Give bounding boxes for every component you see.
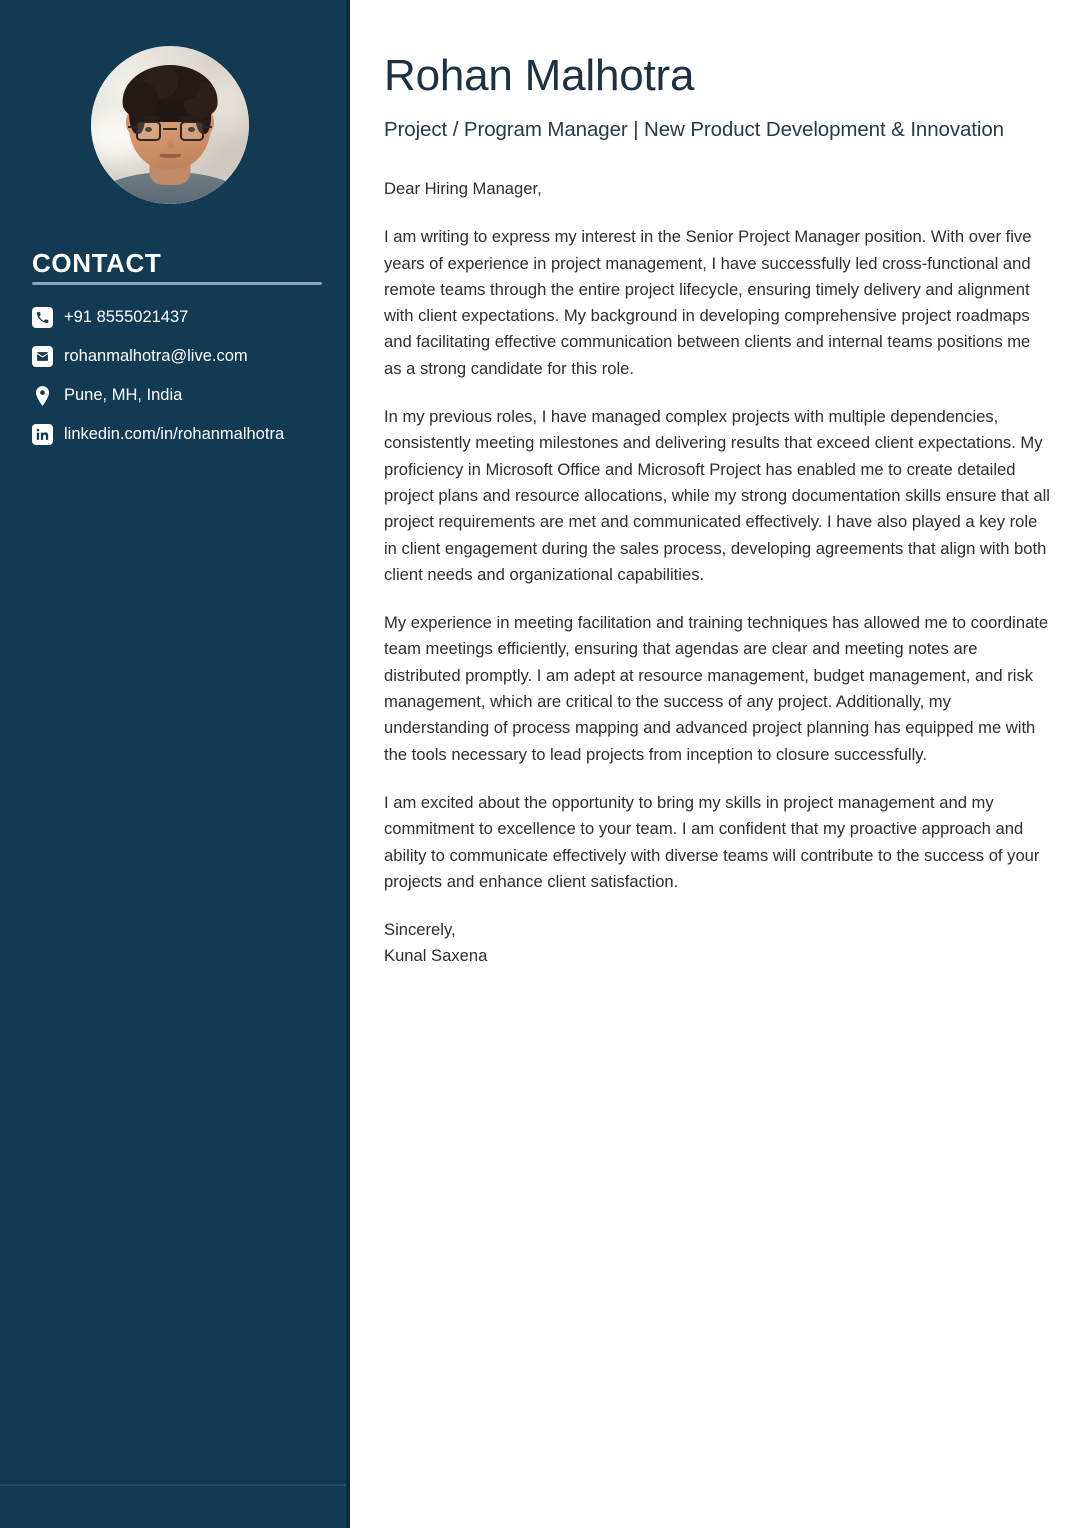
letter-closing: Sincerely,	[384, 920, 456, 940]
contact-heading-divider	[32, 282, 322, 285]
contact-section-heading: CONTACT	[32, 248, 162, 278]
phone-icon	[32, 307, 53, 328]
linkedin-icon	[32, 424, 53, 445]
letter-paragraph: In my previous roles, I have managed complex projects with multiple dependencies, consistently meeting milestones and delivering results that exceed client expectations. My proficiency in Microsoft Office and Microsoft Project has enabled me to create detailed project plans and resource allocations, while my strong documentation skills ensure that all project requirements are met and communicated effectively. I have also played a key role in client engagement during the sales process, developing agreements that align with both client needs and organizational capabilities.	[384, 407, 1050, 584]
contact-item-location	[32, 376, 332, 415]
signature-block	[384, 917, 1052, 970]
professional-title: Project / Program Manager | New Product Development & Innovation	[384, 118, 1004, 141]
page-title: Rohan Malhotra	[384, 51, 695, 100]
email-icon	[32, 346, 53, 367]
signature-name: Kunal Saxena	[384, 946, 488, 966]
portrait-photo	[91, 46, 249, 204]
contact-location-label: Pune, MH, India	[64, 386, 183, 405]
contact-item-phone[interactable]	[32, 298, 332, 337]
contact-item-linkedin[interactable]	[32, 415, 332, 454]
letter-content	[384, 0, 1052, 1528]
contact-phone-label: +91 8555021437	[64, 308, 189, 327]
sidebar-edge-line	[346, 0, 350, 1528]
contact-linkedin-label: linkedin.com/in/rohanmalhotra	[64, 425, 285, 444]
contact-email-label: rohanmalhotra@live.com	[64, 347, 248, 366]
letter-paragraph: My experience in meeting facilitation and training techniques has allowed me to coordinate team meetings efficiently, ensuring that agendas are clear and meeting notes are distributed promptly. I am adept at resource management, budget management, and risk management, which are critical to the success of any project. Additionally, my understanding of process mapping and advanced project planning has equipped me with the tools necessary to lead projects from inception to closure successfully.	[384, 613, 1049, 764]
letter-paragraph: I am writing to express my interest in the Senior Project Manager position. With over five years of experience in project management, I have successfully led cross-functional and remote teams through the entire project lifecycle, ensuring timely delivery and alignment with client expectations. My background in developing comprehensive project roadmaps and facilitating effective communication between clients and internal teams positions me as a strong candidate for this role.	[384, 227, 1032, 378]
letter-paragraph: I am excited about the opportunity to bring my skills in project management and my commitment to excellence to your team. I am confident that my proactive approach and ability to communicate effectively with diverse teams will contribute to the success of your projects and enhance client satisfaction.	[384, 792, 1040, 891]
avatar	[91, 46, 249, 204]
letter-body	[384, 176, 1052, 970]
location-icon	[32, 385, 53, 406]
letter-greeting: Dear Hiring Manager,	[384, 179, 542, 198]
sidebar	[0, 0, 350, 1528]
contact-list	[32, 298, 332, 454]
sidebar-seam-line	[0, 1484, 348, 1486]
contact-item-email[interactable]	[32, 337, 332, 376]
